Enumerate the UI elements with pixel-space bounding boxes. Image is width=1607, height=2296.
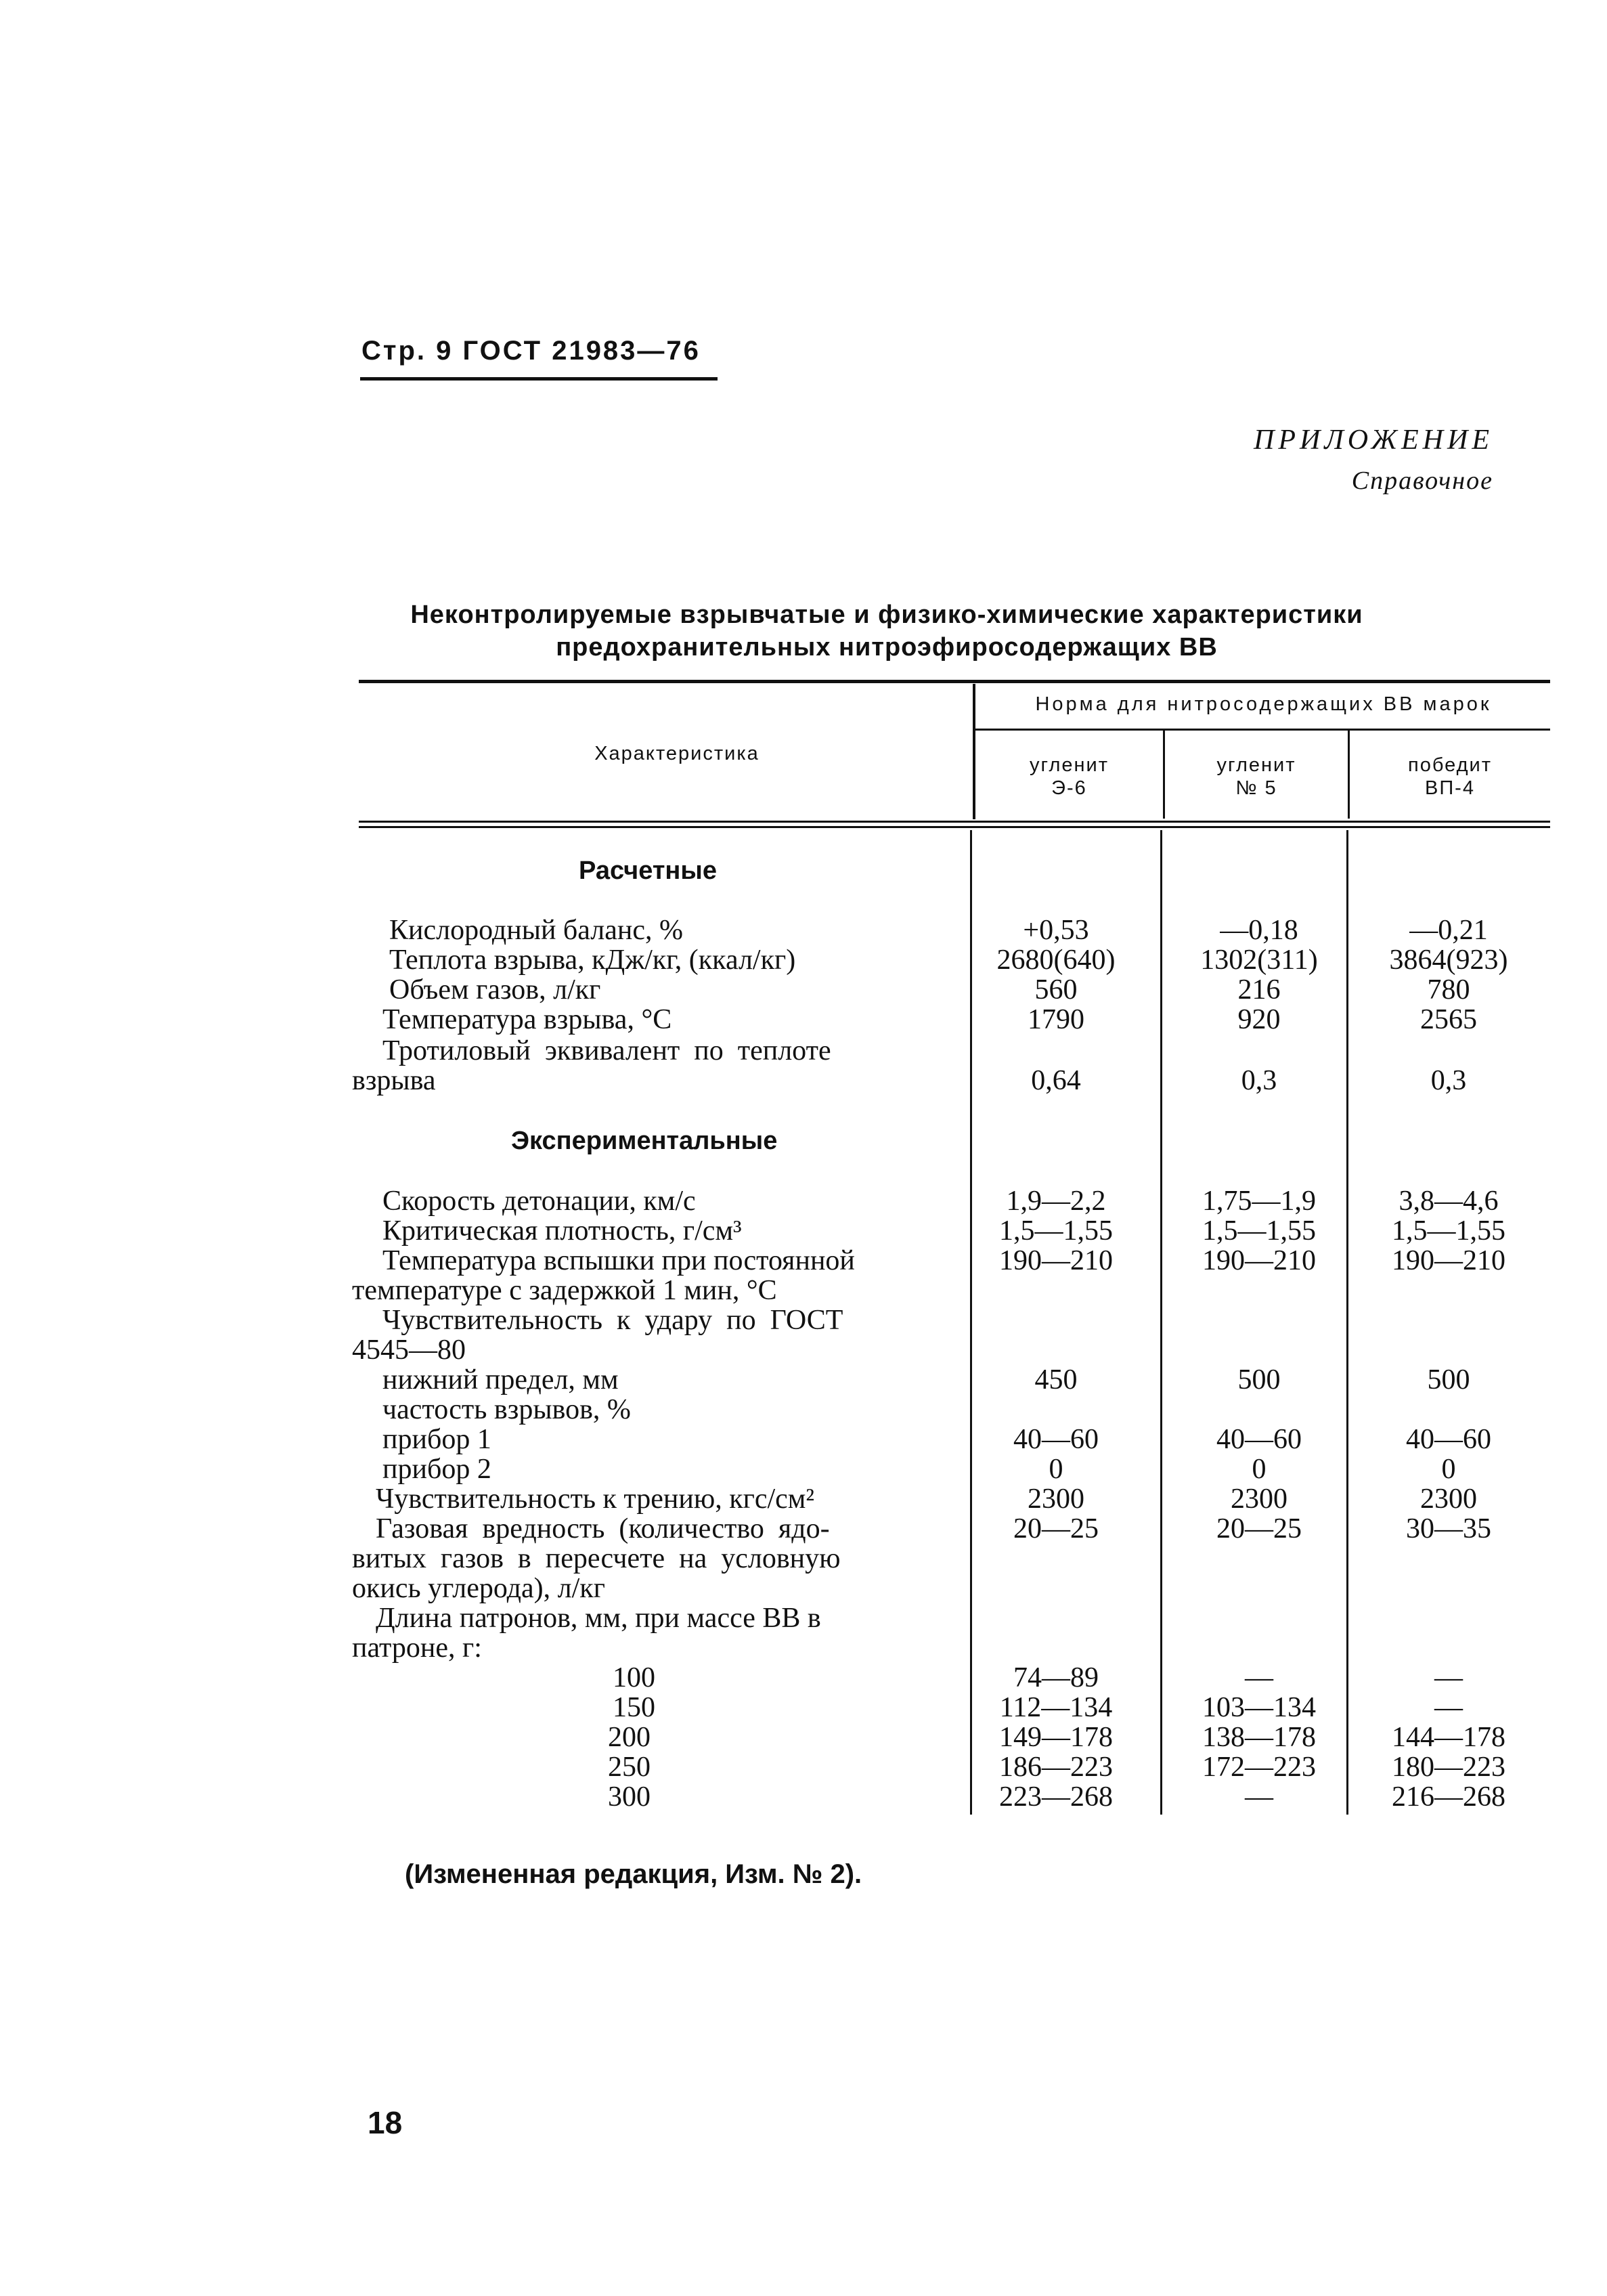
row-value-c3: — [1434, 1692, 1463, 1723]
header-col1-line1: угленит [1030, 754, 1109, 776]
row-value-c1: 450 [1034, 1364, 1078, 1395]
table-title [379, 599, 1394, 664]
row-label: Температура вспышки при постоянной [382, 1245, 855, 1276]
row-value-c3: 0,3 [1430, 1065, 1467, 1096]
row-value-c3: 1,5—1,55 [1392, 1215, 1505, 1247]
row-label: Объем газов, л/кг [389, 974, 601, 1005]
row-value-c2: 103—134 [1202, 1692, 1316, 1723]
row-value-c2: 0,3 [1241, 1065, 1277, 1096]
row-value-c1: +0,53 [1023, 915, 1089, 946]
row-value-c1: 0,64 [1031, 1065, 1081, 1096]
row-value-c3: 144—178 [1392, 1722, 1505, 1753]
row-value-c2: 2300 [1231, 1483, 1287, 1515]
row-value-c2: 138—178 [1202, 1722, 1316, 1753]
header-norm: Норма для нитросодержащих ВВ марок [1035, 693, 1492, 715]
row-value-c3: —0,21 [1409, 915, 1488, 946]
row-label: 300 [608, 1781, 651, 1813]
norm-underline [974, 729, 1550, 731]
row-value-c3: 30—35 [1406, 1513, 1491, 1544]
row-value-c3: 2565 [1420, 1004, 1477, 1035]
appendix-note: Справочное [1351, 467, 1493, 495]
row-value-c2: 190—210 [1202, 1245, 1316, 1276]
row-label: Длина патронов, мм, при массе ВВ в [376, 1603, 821, 1634]
row-label: Теплота взрыва, кДж/кг, (ккал/кг) [389, 945, 796, 976]
row-value-c3: 3864(923) [1389, 945, 1508, 976]
page-header-ref: Стр. 9 ГОСТ 21983—76 [361, 336, 701, 366]
header-bottom-rule-2 [359, 826, 1550, 828]
row-value-c1: 190—210 [999, 1245, 1113, 1276]
row-value-c3: 0 [1441, 1454, 1456, 1485]
row-label: прибор 2 [382, 1454, 491, 1485]
row-label: Газовая вредность (количество ядо- [376, 1513, 830, 1544]
section-calculated: Расчетные [579, 857, 717, 885]
row-value-c1: 1,9—2,2 [1006, 1186, 1106, 1217]
row-value-c1: 20—25 [1013, 1513, 1099, 1544]
row-value-c2: 920 [1237, 1004, 1281, 1035]
header-bottom-rule-1 [359, 821, 1550, 823]
row-value-c2: 0 [1252, 1454, 1267, 1485]
row-value-c3: — [1434, 1662, 1463, 1693]
row-value-c2: —0,18 [1220, 915, 1298, 946]
row-value-c1: 74—89 [1013, 1662, 1099, 1693]
row-label-cont: температуре с задержкой 1 мин, °С [352, 1275, 777, 1306]
table-title-line2: предохранительных нитроэфиросодержащих ВВ [556, 633, 1218, 662]
row-label: Критическая плотность, г/см³ [382, 1215, 742, 1247]
row-label: нижний предел, мм [382, 1364, 619, 1395]
row-value-c2: 216 [1237, 974, 1281, 1005]
row-value-c2: 500 [1237, 1364, 1281, 1395]
row-value-c1: 186—223 [999, 1752, 1113, 1783]
header-characteristic: Характеристика [594, 743, 760, 764]
row-value-c2: — [1245, 1781, 1273, 1813]
row-value-c1: 0 [1049, 1454, 1063, 1485]
row-label: прибор 1 [382, 1424, 491, 1455]
row-label: Чувствительность к удару по ГОСТ [382, 1305, 843, 1336]
row-value-c3: 500 [1427, 1364, 1470, 1395]
row-label: Чувствительность к трению, кгс/см² [376, 1483, 814, 1515]
row-value-c1: 40—60 [1013, 1424, 1099, 1455]
row-value-c1: 560 [1034, 974, 1078, 1005]
row-label-cont: 4545—80 [352, 1335, 466, 1366]
table-top-rule [359, 680, 1550, 683]
header-col3-line1: победит [1407, 754, 1492, 776]
appendix-block [1254, 424, 1493, 496]
row-value-c1: 2680(640) [996, 945, 1116, 976]
row-value-c3: 2300 [1420, 1483, 1477, 1515]
header-col3-line2: ВП-4 [1425, 777, 1475, 799]
appendix-label: ПРИЛОЖЕНИЕ [1254, 425, 1493, 456]
row-value-c1: 149—178 [999, 1722, 1113, 1753]
row-value-c1: 1,5—1,55 [999, 1215, 1113, 1247]
row-value-c3: 190—210 [1392, 1245, 1505, 1276]
header-col2-line1: угленит [1216, 754, 1296, 776]
row-label: 250 [608, 1752, 651, 1783]
row-value-c3: 3,8—4,6 [1399, 1186, 1499, 1217]
row-value-c3: 180—223 [1392, 1752, 1505, 1783]
row-value-c3: 216—268 [1392, 1781, 1505, 1813]
row-label: 150 [613, 1692, 655, 1723]
row-value-c2: 1,75—1,9 [1202, 1186, 1316, 1217]
row-value-c3: 40—60 [1406, 1424, 1491, 1455]
row-value-c1: 112—134 [999, 1692, 1113, 1723]
header-col1-line2: Э-6 [1051, 777, 1087, 799]
row-label: частость взрывов, % [382, 1394, 631, 1425]
row-label: Тротиловый эквивалент по теплоте [382, 1035, 831, 1066]
table-title-line1: Неконтролируемые взрывчатые и физико-химические характеристики [410, 601, 1363, 629]
row-label: 200 [608, 1722, 651, 1753]
row-label: Скорость детонации, км/с [382, 1186, 696, 1217]
row-value-c3: 780 [1427, 974, 1470, 1005]
row-label-cont: взрыва [352, 1065, 436, 1096]
row-value-c1: 223—268 [999, 1781, 1113, 1813]
header-col2-line2: № 5 [1235, 777, 1277, 799]
header-col3 [1350, 754, 1550, 800]
row-label-cont: витых газов в пересчете на условную [352, 1543, 841, 1574]
page-number: 18 [368, 2105, 403, 2140]
row-label-cont: окись углерода), л/кг [352, 1573, 605, 1604]
row-value-c2: — [1245, 1662, 1273, 1693]
header-rule [360, 377, 718, 381]
header-col2 [1165, 754, 1348, 800]
row-value-c2: 172—223 [1202, 1752, 1316, 1783]
row-label-cont: патроне, г: [352, 1632, 482, 1664]
row-value-c2: 20—25 [1216, 1513, 1302, 1544]
row-value-c2: 1302(311) [1200, 945, 1318, 976]
row-label: Кислородный баланс, % [389, 915, 684, 946]
section-experimental: Экспериментальные [511, 1127, 778, 1155]
row-value-c1: 2300 [1028, 1483, 1084, 1515]
footnote: (Измененная редакция, Изм. № 2). [405, 1859, 862, 1889]
row-value-c2: 1,5—1,55 [1202, 1215, 1316, 1247]
row-value-c1: 1790 [1028, 1004, 1084, 1035]
row-label: Температура взрыва, °С [382, 1004, 672, 1035]
row-value-c2: 40—60 [1216, 1424, 1302, 1455]
row-label: 100 [613, 1662, 655, 1693]
header-col1 [975, 754, 1163, 800]
